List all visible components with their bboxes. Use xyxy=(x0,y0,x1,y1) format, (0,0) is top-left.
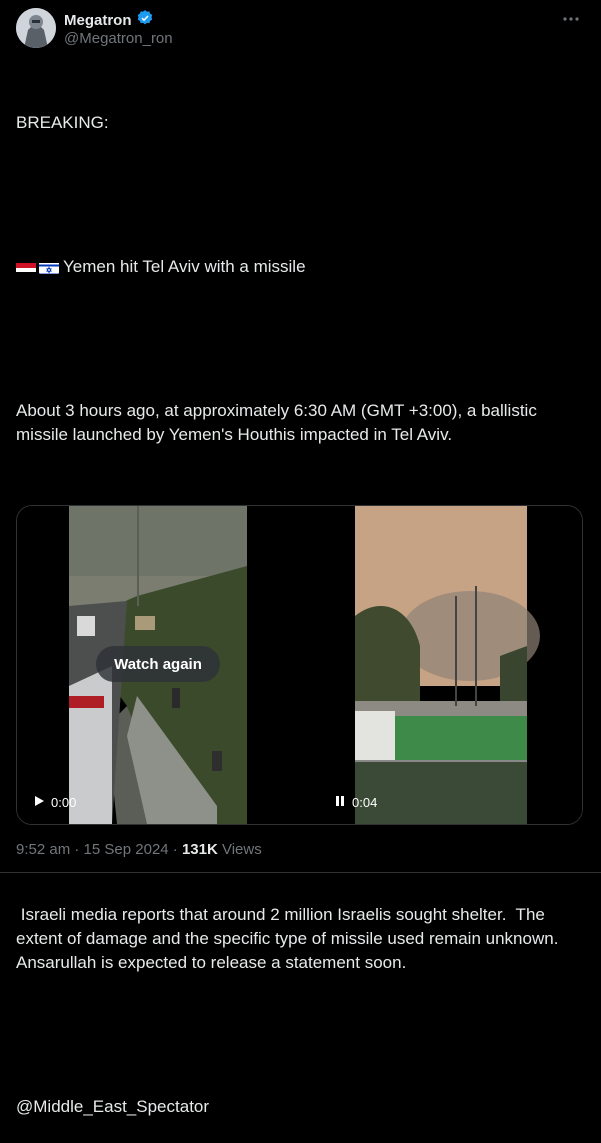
author-name[interactable]: Megatron xyxy=(64,11,132,29)
separator: · xyxy=(70,841,84,858)
tweet-date[interactable]: 15 Sep 2024 xyxy=(83,841,169,858)
video-2[interactable] xyxy=(300,506,582,824)
video-1-time: 0:00 xyxy=(51,795,77,810)
play-icon[interactable] xyxy=(33,795,45,810)
separator: · xyxy=(168,841,182,858)
tweet-subheadline xyxy=(16,255,586,279)
views-label: Views xyxy=(217,841,262,858)
author-handle[interactable]: @Megatron_ron xyxy=(64,30,173,47)
more-horizontal-icon[interactable] xyxy=(561,9,581,34)
video-2-time: 0:04 xyxy=(352,795,378,810)
tweet-time[interactable]: 9:52 am xyxy=(16,841,71,858)
yemen-flag-icon xyxy=(16,260,36,274)
tweet-headline: BREAKING: xyxy=(16,113,109,132)
mention-link[interactable]: @Middle_East_Spectator xyxy=(16,1097,210,1116)
video-1[interactable] xyxy=(17,506,299,824)
verified-badge-icon xyxy=(136,9,154,31)
tweet-paragraph-4: Israeli media reports that around 2 million Israelis sought shelter. The extent of damage and the specific type of missile used remain unknown. Ansarullah is expected to release a statement soon. xyxy=(16,905,563,972)
pause-icon[interactable] xyxy=(334,795,346,810)
author-name-line[interactable] xyxy=(64,9,154,31)
avatar[interactable] xyxy=(16,8,56,48)
video-1-controls xyxy=(33,795,76,810)
israel-flag-icon xyxy=(39,260,59,274)
views-count: 131K xyxy=(181,841,218,858)
tweet-subheadline-text: Yemen hit Tel Aviv with a missile xyxy=(63,257,306,276)
watch-again-button[interactable]: Watch again xyxy=(96,646,220,682)
tweet-timestamp xyxy=(16,841,262,858)
tweet-paragraph-1: About 3 hours ago, at approximately 6:30 AM (GMT +3:00), a ballistic missile launched by Yemen's Houthis impacted in Tel Aviv. xyxy=(16,401,542,444)
video-2-controls xyxy=(334,795,377,810)
divider xyxy=(0,872,601,873)
tweet-header xyxy=(16,6,585,48)
media-container xyxy=(16,505,583,825)
